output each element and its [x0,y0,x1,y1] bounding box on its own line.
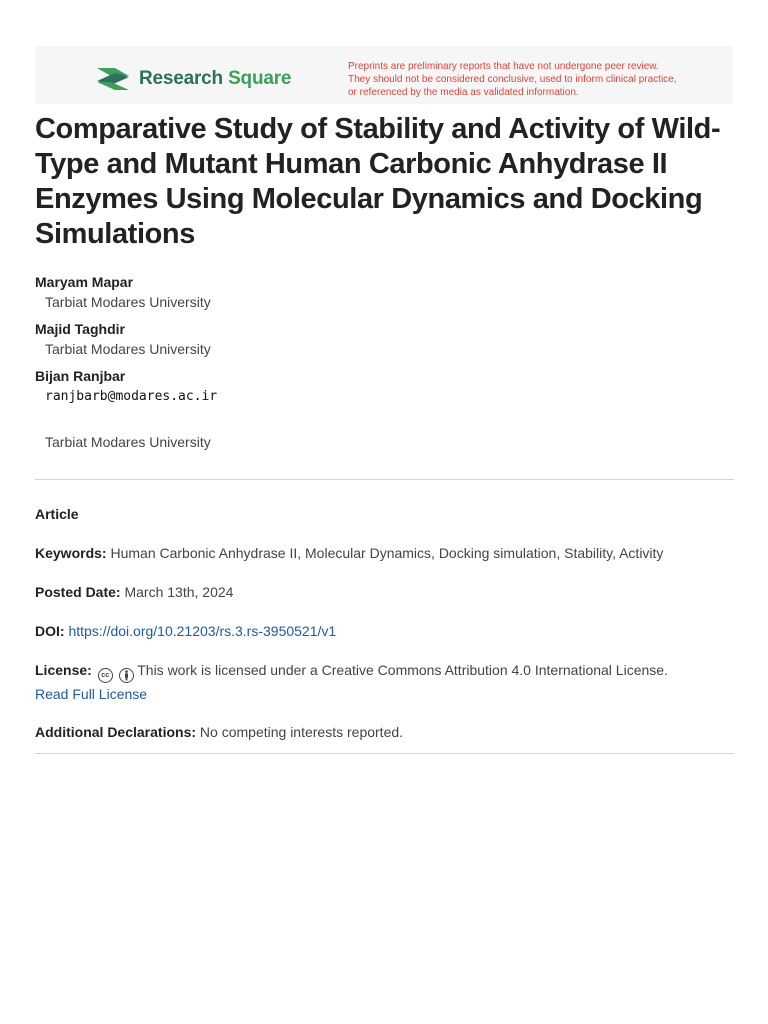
author-email[interactable]: ranjbarb@modares.ac.ir [45,389,218,404]
author-name: Bijan Ranjbar [35,368,126,384]
cc-icon: cc [98,668,113,683]
article-type [35,503,733,525]
author-name: Maryam Mapar [35,274,134,290]
declarations-row [35,721,733,743]
posted-date-value: March 13th, 2024 [124,584,234,600]
brand-name-part2: Square [228,68,292,89]
brand-name [139,68,291,90]
doi-row [35,620,733,642]
declarations-value: No competing interests reported. [199,724,404,740]
research-square-logo[interactable] [95,64,291,94]
keywords-value: Human Carbonic Anhydrase II, Molecular Dynamics, Docking simulation, Stability, Activity [110,545,664,561]
paper-title: Comparative Study of Stability and Activity of Wild-Type and Mutant Human Carbonic Anhydrase II Enzymes Using Molecular Dynamics and Docking Simulations [35,113,721,250]
disclaimer-line: Preprints are preliminary reports that have not undergone peer review. [348,61,659,72]
license-label: License: [35,662,92,678]
divider [35,479,734,480]
posted-date-label: Posted Date: [35,584,121,600]
doi-label: DOI: [35,623,65,639]
by-attribution-icon [119,668,134,683]
author-name: Majid Taghdir [35,321,125,337]
disclaimer-line: They should not be considered conclusive, used to inform clinical practice, [348,74,677,85]
preprint-disclaimer [348,60,718,99]
divider [35,753,734,754]
brand-name-part1: Research [139,68,223,89]
license-text: This work is licensed under a Creative Commons Attribution 4.0 International License. [137,662,668,678]
doi-link[interactable]: https://doi.org/10.21203/rs.3.rs-3950521/v1 [68,623,337,639]
declarations-label: Additional Declarations: [35,724,197,740]
author-list [35,272,725,459]
license-row [35,659,733,705]
disclaimer-line: or referenced by the media as validated information. [348,87,579,98]
keywords-label: Keywords: [35,545,107,561]
research-square-logo-icon [95,64,131,94]
author-affiliation: Tarbiat Modares University [45,341,211,357]
author-affiliation: Tarbiat Modares University [45,294,211,310]
read-full-license-link[interactable]: Read Full License [35,686,148,702]
author-affiliation: Tarbiat Modares University [45,434,211,450]
article-type-label: Article [35,506,79,522]
preprint-banner [35,46,733,104]
keywords-row [35,542,733,564]
posted-date-row [35,581,733,603]
